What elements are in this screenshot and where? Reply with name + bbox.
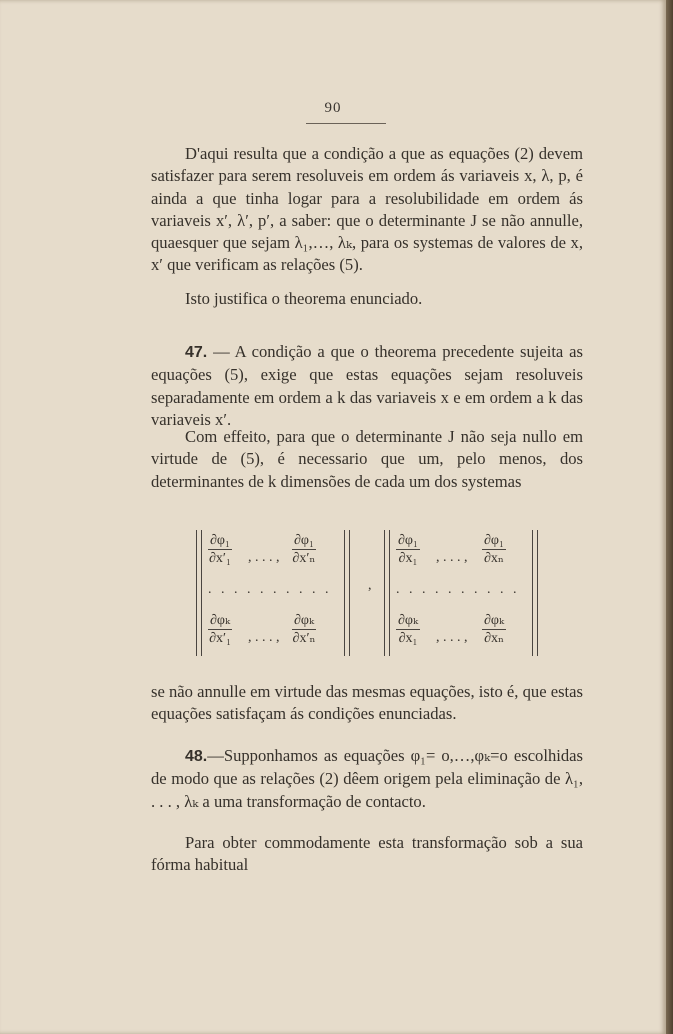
paragraph-3: Com effeito, para que o determinante J não seja nullo em virtude de (5), é necessario que um, pelo menos, dos determinantes de k dimensões de cada um dos systemas xyxy=(151,427,583,491)
paragraph-4: se não annulle em virtude das mesmas equações, isto é, que estas equações satisfaçam ás condições enunciadas. xyxy=(151,682,583,724)
header-rule xyxy=(306,123,386,124)
paragraph-1: D'aqui resulta que a condição a que as equações (2) devem satisfazer para serem resoluveis em ordem ás variaveis x, λ, p, é ainda a que tinha logar para a resolubilidade em ordem ás variaveis x′, λ′, p′, a saber: que o determinante J se não annulle, quaesquer que sejam λ₁,…, λₖ, para os systemas de valores de x, x′ que verificam as relações (5). xyxy=(151,144,583,275)
matrix-left-bar-close xyxy=(344,530,350,656)
matrix-right-cell-1n: $\frac{\text{∂φ₁}}{\text{∂xₙ}}$ xyxy=(483,533,504,566)
matrix-right-cell-11: $\frac{\text{∂φ₁}}{\text{∂x₁}}$ xyxy=(398,533,418,566)
matrix-left: $\frac{\text{∂φ₁}}{\text{∂x′₁}}$ , . . . , $\frac{\text{∂φ₁}}{\text{∂x′ₙ}}$ . . . . . . . . . . $\frac{\text{∂φₖ}}{\text{∂x′₁}}$ , . . . , $\frac{\text{∂φₖ}}{\text{∂x′ₙ}}$ xyxy=(196,528,346,658)
section-number-47: 47. xyxy=(185,344,208,361)
paragraph-2: Isto justifica o theorema enunciado. xyxy=(185,289,423,308)
section-47-text: — A condição a que o theorema precedente sujeita as equações (5), exige que estas equações sejam resoluveis separadamente em ordem a k das variaveis x e em ordem a k das variaveis x′. xyxy=(151,342,583,429)
matrix-right-cell-k1: $\frac{\text{∂φₖ}}{\text{∂x₁}}$ xyxy=(398,613,419,646)
section-47-paragraph xyxy=(151,341,583,431)
matrix-left-cell-1n: $\frac{\text{∂φ₁}}{\text{∂x′ₙ}}$ xyxy=(292,533,316,566)
matrix-left-cell-kn: $\frac{\text{∂φₖ}}{\text{∂x′ₙ}}$ xyxy=(292,613,316,646)
matrix-comma: , xyxy=(368,578,372,593)
matrix-right: $\frac{\text{∂φ₁}}{\text{∂x₁}}$ , . . . , $\frac{\text{∂φ₁}}{\text{∂xₙ}}$ . . . . . . . . . . $\frac{\text{∂φₖ}}{\text{∂x₁}}$ , . . . , $\frac{\text{∂φₖ}}{\text{∂xₙ}}$ xyxy=(384,528,534,658)
section-48-paragraph xyxy=(151,745,583,813)
matrix-right-cell-kn: $\frac{\text{∂φₖ}}{\text{∂xₙ}}$ xyxy=(484,613,505,646)
matrix-right-bar-close xyxy=(532,530,538,656)
matrix-left-cell-k1: $\frac{\text{∂φₖ}}{\text{∂x′₁}}$ xyxy=(209,613,231,646)
matrix-right-bar-open xyxy=(384,530,390,656)
paragraph-5: Para obter commodamente esta transformação sob a sua fórma habitual xyxy=(151,833,583,875)
section-number-48: 48. xyxy=(185,748,208,765)
matrix-left-cell-11: $\frac{\text{∂φ₁}}{\text{∂x′₁}}$ xyxy=(209,533,231,566)
determinant-matrices xyxy=(196,528,576,658)
page-number: 90 xyxy=(324,100,342,116)
matrix-left-bar-open xyxy=(196,530,202,656)
book-edge xyxy=(666,0,673,1034)
section-48-text: —Supponhamos as equações φ₁= o,…,φₖ=o escolhidas de modo que as relações (2) dêem origem pela eliminação de λ₁, . . . , λₖ a uma transformação de contacto. xyxy=(151,746,583,811)
